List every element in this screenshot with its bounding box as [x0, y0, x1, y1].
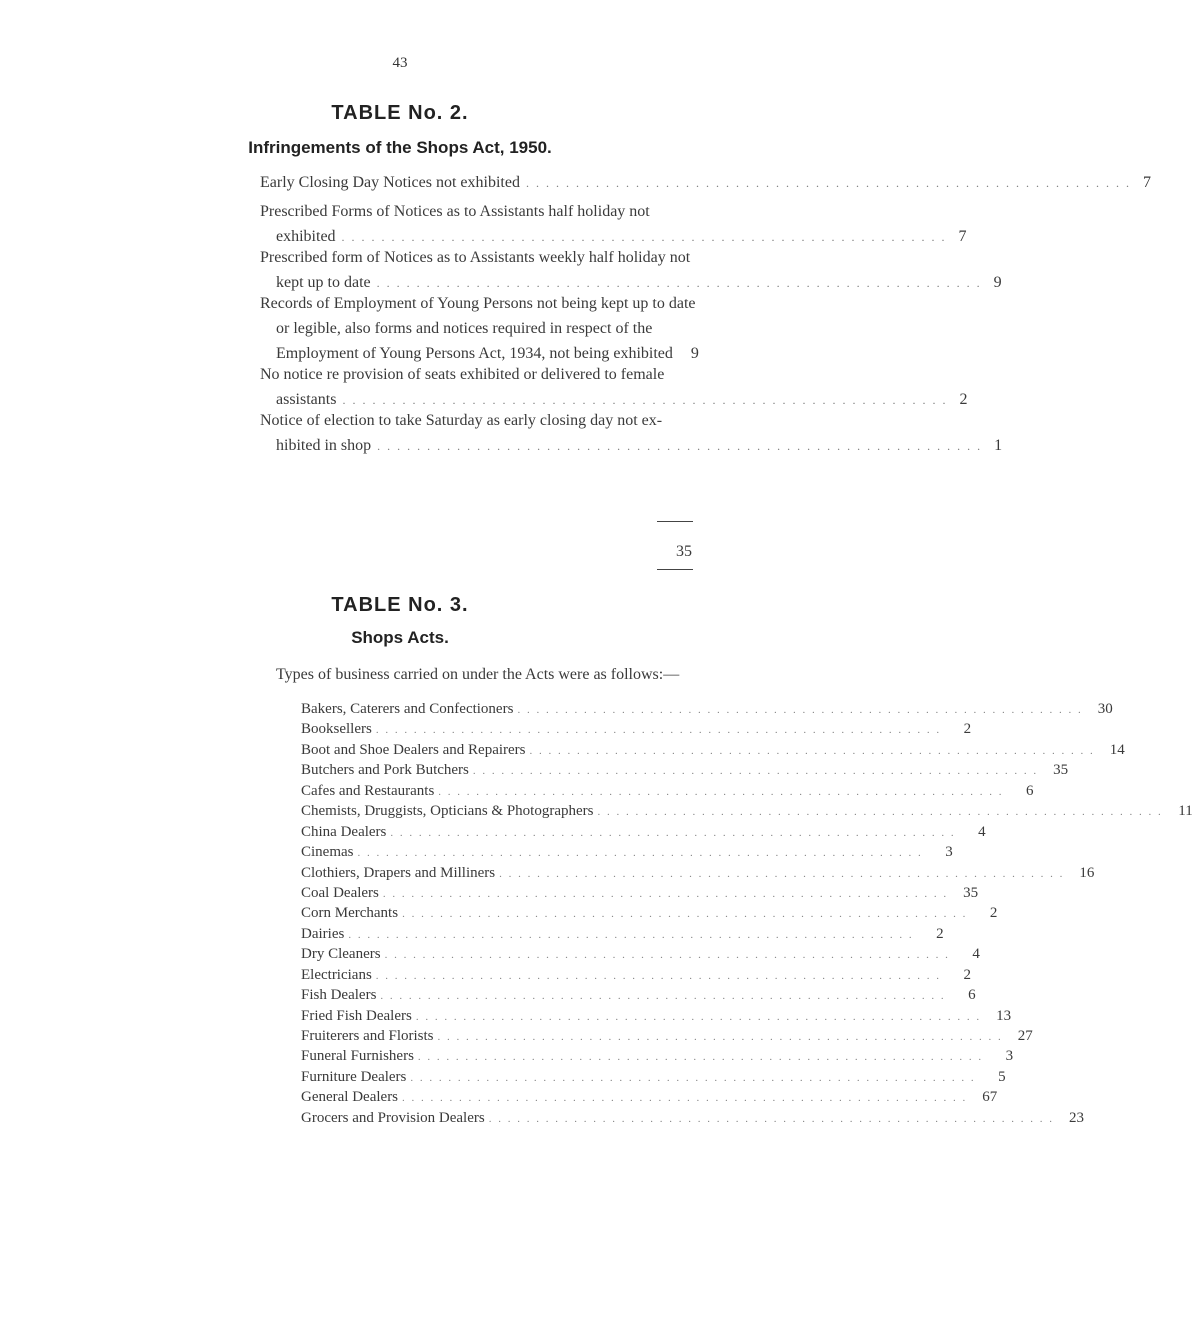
business-type-count: 16	[1079, 864, 1095, 881]
business-type-name: Fruiterers and Florists	[301, 1028, 434, 1044]
business-type-row	[301, 1048, 1014, 1068]
infringement-text: assistants	[276, 391, 337, 408]
business-type-count: 35	[963, 884, 979, 901]
business-type-row	[301, 721, 972, 741]
dot-leader: . . . . . . . . . . . . . . . . . . . . . . . . . . . . . . . . . . . . . . . . . . . . . . . . . . . . . . . . . . . .	[529, 744, 1095, 757]
business-type-row	[301, 905, 998, 925]
dot-leader: . . . . . . . . . . . . . . . . . . . . . . . . . . . . . . . . . . . . . . . . . . . . . . . . . . . . . . . . . . . .	[402, 1092, 968, 1105]
dot-leader: . . . . . . . . . . . . . . . . . . . . . . . . . . . . . . . . . . . . . . . . . . . . . . . . . . . . . . . . . . . .	[415, 1010, 982, 1023]
infringement-text: No notice re provision of seats exhibited or delivered to female	[260, 366, 665, 383]
infringement-count: 9	[993, 274, 1002, 291]
business-type-count: 4	[978, 823, 986, 840]
dot-leader: . . . . . . . . . . . . . . . . . . . . . . . . . . . . . . . . . . . . . . . . . . . . . . . . . . . . . . . . . . . .	[517, 704, 1083, 716]
business-type-name: Fried Fish Dealers	[301, 1007, 412, 1024]
business-type-row	[301, 987, 976, 1007]
business-type-row	[301, 1028, 1033, 1048]
dot-leader: . . . . . . . . . . . . . . . . . . . . . . . . . . . . . . . . . . . . . . . . . . . . . . . . . . . . . . . . . . . .	[402, 908, 968, 921]
infringement-text: Prescribed Forms of Notices as to Assistants half holiday not	[260, 203, 650, 220]
business-type-name: Bakers, Caterers and Confectioners	[301, 701, 514, 717]
business-type-count: 6	[968, 987, 976, 1004]
business-type-name: Boot and Shoe Dealers and Repairers	[301, 741, 526, 758]
business-types-intro: Types of business carried on under the Acts were as follows:—	[276, 666, 680, 683]
business-type-row	[301, 1068, 1006, 1089]
business-type-name: Cinemas	[301, 844, 354, 861]
business-type-row	[301, 741, 1125, 762]
infringement-item	[260, 362, 968, 413]
infringement-item	[260, 199, 967, 250]
business-type-count: 67	[982, 1089, 998, 1106]
infringement-count: 9	[690, 345, 699, 362]
dot-leader: . . . . . . . . . . . . . . . . . . . . . . . . . . . . . . . . . . . . . . . . . . . . . . . . . . . . . . . . . . . .	[488, 1112, 1054, 1125]
dot-leader: . . . . . . . . . . . . . . . . . . . . . . . . . . . . . . . . . . . . . . . . . . . . . . . . . . . . . . . . . . . .	[410, 1071, 976, 1084]
dot-leader: . . . . . . . . . . . . . . . . . . . . . . . . . . . . . . . . . . . . . . . . . . . . . . . . . . . . . . . . . . . . .	[341, 230, 947, 244]
infringement-text: hibited in shop	[276, 437, 372, 454]
dot-leader: . . . . . . . . . . . . . . . . . . . . . . . . . . . . . . . . . . . . . . . . . . . . . . . . . . . . . . . . . . . .	[382, 887, 949, 900]
dot-leader: . . . . . . . . . . . . . . . . . . . . . . . . . . . . . . . . . . . . . . . . . . . . . . . . . . . . . . . . . . . .	[375, 724, 942, 737]
business-type-name: Grocers and Provision Dealers	[301, 1109, 485, 1126]
business-type-name: Dairies	[301, 925, 345, 942]
business-type-name: Corn Merchants	[301, 905, 399, 922]
business-type-row	[301, 884, 979, 905]
business-type-row	[301, 803, 1193, 823]
infringement-text: or legible, also forms and notices required in respect of the	[276, 320, 653, 337]
business-type-row	[301, 701, 1113, 721]
business-type-row	[301, 946, 980, 966]
infringement-text: Employment of Young Persons Act, 1934, not being exhibited	[276, 345, 673, 362]
dot-leader: . . . . . . . . . . . . . . . . . . . . . . . . . . . . . . . . . . . . . . . . . . . . . . . . . . . . . . . . . . . . .	[377, 439, 983, 453]
table3-title: TABLE No. 3.	[331, 594, 469, 616]
infringement-count: 7	[958, 228, 967, 245]
infringement-count: 2	[959, 391, 968, 408]
business-type-row	[301, 782, 1034, 803]
business-type-row	[301, 1109, 1084, 1130]
infringement-text: Prescribed form of Notices as to Assistants weekly half holiday not	[260, 249, 691, 266]
infringements-total: 35	[676, 543, 692, 560]
business-type-count: 14	[1109, 741, 1125, 758]
business-type-name: Booksellers	[301, 721, 372, 738]
business-type-count: 6	[1026, 782, 1034, 799]
business-type-count: 35	[1053, 762, 1069, 779]
business-type-name: Electricians	[301, 966, 372, 983]
business-type-name: Cafes and Restaurants	[301, 782, 435, 799]
dot-leader: . . . . . . . . . . . . . . . . . . . . . . . . . . . . . . . . . . . . . . . . . . . . . . . . . . . . . . . . . . . .	[390, 826, 956, 839]
table3-subtitle: Shops Acts.	[351, 628, 449, 647]
table2-title: TABLE No. 2.	[331, 102, 469, 124]
business-type-count: 11	[1178, 803, 1193, 820]
business-type-row	[301, 844, 953, 864]
infringement-count: 1	[994, 437, 1003, 454]
business-types-list	[301, 701, 1193, 1130]
business-type-count: 2	[936, 925, 944, 942]
business-type-count: 2	[963, 721, 972, 738]
dot-leader: . . . . . . . . . . . . . . . . . . . . . . . . . . . . . . . . . . . . . . . . . . . . . . . . . . . . . . . . . . . . .	[376, 276, 982, 290]
total-rule-top	[657, 521, 693, 522]
business-type-name: Chemists, Druggists, Opticians & Photographers	[301, 803, 594, 820]
business-type-name: Fish Dealers	[301, 987, 377, 1004]
business-type-count: 23	[1068, 1109, 1084, 1126]
business-type-name: Clothiers, Drapers and Milliners	[301, 864, 496, 881]
business-type-count: 27	[1017, 1028, 1033, 1044]
business-type-count: 30	[1097, 701, 1113, 717]
business-type-count: 13	[996, 1007, 1012, 1024]
infringement-item	[260, 291, 699, 367]
dot-leader: . . . . . . . . . . . . . . . . . . . . . . . . . . . . . . . . . . . . . . . . . . . . . . . . . . . . . . . . . . . .	[380, 990, 946, 1003]
infringement-item	[260, 408, 1003, 459]
dot-leader: . . . . . . . . . . . . . . . . . . . . . . . . . . . . . . . . . . . . . . . . . . . . . . . . . . . . . . . . . . . .	[357, 847, 923, 860]
infringement-text: Records of Employment of Young Persons not being kept up to date	[260, 295, 696, 312]
business-type-row	[301, 1089, 998, 1109]
business-type-count: 3	[1005, 1048, 1014, 1065]
business-type-row	[301, 966, 972, 987]
business-type-count: 4	[972, 946, 980, 963]
table2-subtitle: Infringements of the Shops Act, 1950.	[248, 138, 552, 157]
business-type-name: Coal Dealers	[301, 884, 379, 901]
business-type-name: Funeral Furnishers	[301, 1048, 414, 1065]
infringement-text: Notice of election to take Saturday as early closing day not ex-	[260, 412, 663, 429]
dot-leader: . . . . . . . . . . . . . . . . . . . . . . . . . . . . . . . . . . . . . . . . . . . . . . . . . . . . . . . . . . . .	[499, 867, 1065, 880]
business-type-count: 2	[963, 966, 972, 983]
business-type-row	[301, 864, 1095, 885]
infringement-item	[260, 245, 1002, 296]
business-type-name: General Dealers	[301, 1089, 399, 1106]
business-type-row	[301, 925, 944, 946]
infringement-text: kept up to date	[276, 274, 371, 291]
dot-leader: . . . . . . . . . . . . . . . . . . . . . . . . . . . . . . . . . . . . . . . . . . . . . . . . . . . . . . . . . . . .	[472, 765, 1039, 778]
infringement-count: 7	[1142, 174, 1151, 191]
dot-leader: . . . . . . . . . . . . . . . . . . . . . . . . . . . . . . . . . . . . . . . . . . . . . . . . . . . . . . . . . . . .	[348, 928, 914, 941]
business-type-row	[301, 823, 986, 844]
business-type-name: Dry Cleaners	[301, 946, 381, 963]
dot-leader: . . . . . . . . . . . . . . . . . . . . . . . . . . . . . . . . . . . . . . . . . . . . . . . . . . . . . . . . . . . . .	[525, 176, 1131, 190]
business-type-count: 5	[998, 1068, 1006, 1085]
dot-leader: . . . . . . . . . . . . . . . . . . . . . . . . . . . . . . . . . . . . . . . . . . . . . . . . . . . . . . . . . . . . .	[342, 393, 948, 407]
business-type-name: Furniture Dealers	[301, 1068, 407, 1085]
dot-leader: . . . . . . . . . . . . . . . . . . . . . . . . . . . . . . . . . . . . . . . . . . . . . . . . . . . . . . . . . . . .	[437, 1031, 1003, 1043]
business-type-count: 2	[989, 905, 998, 922]
business-type-row	[301, 1007, 1012, 1028]
infringement-text: Early Closing Day Notices not exhibited	[260, 174, 520, 191]
dot-leader: . . . . . . . . . . . . . . . . . . . . . . . . . . . . . . . . . . . . . . . . . . . . . . . . . . . . . . . . . . . .	[438, 785, 1004, 798]
business-type-count: 3	[945, 844, 953, 861]
dot-leader: . . . . . . . . . . . . . . . . . . . . . . . . . . . . . . . . . . . . . . . . . . . . . . . . . . . . . . . . . . . .	[384, 949, 950, 962]
dot-leader: . . . . . . . . . . . . . . . . . . . . . . . . . . . . . . . . . . . . . . . . . . . . . . . . . . . . . . . . . . . .	[417, 1051, 984, 1064]
business-type-name: Butchers and Pork Butchers	[301, 762, 469, 779]
dot-leader: . . . . . . . . . . . . . . . . . . . . . . . . . . . . . . . . . . . . . . . . . . . . . . . . . . . . . . . . . . . .	[597, 806, 1163, 819]
business-type-row	[301, 762, 1069, 782]
business-type-name: China Dealers	[301, 823, 387, 840]
infringement-item	[260, 170, 1151, 196]
page-number: 43	[392, 55, 408, 71]
total-rule-bottom	[657, 569, 693, 570]
infringement-text: exhibited	[276, 228, 336, 245]
dot-leader: . . . . . . . . . . . . . . . . . . . . . . . . . . . . . . . . . . . . . . . . . . . . . . . . . . . . . . . . . . . .	[375, 969, 942, 982]
